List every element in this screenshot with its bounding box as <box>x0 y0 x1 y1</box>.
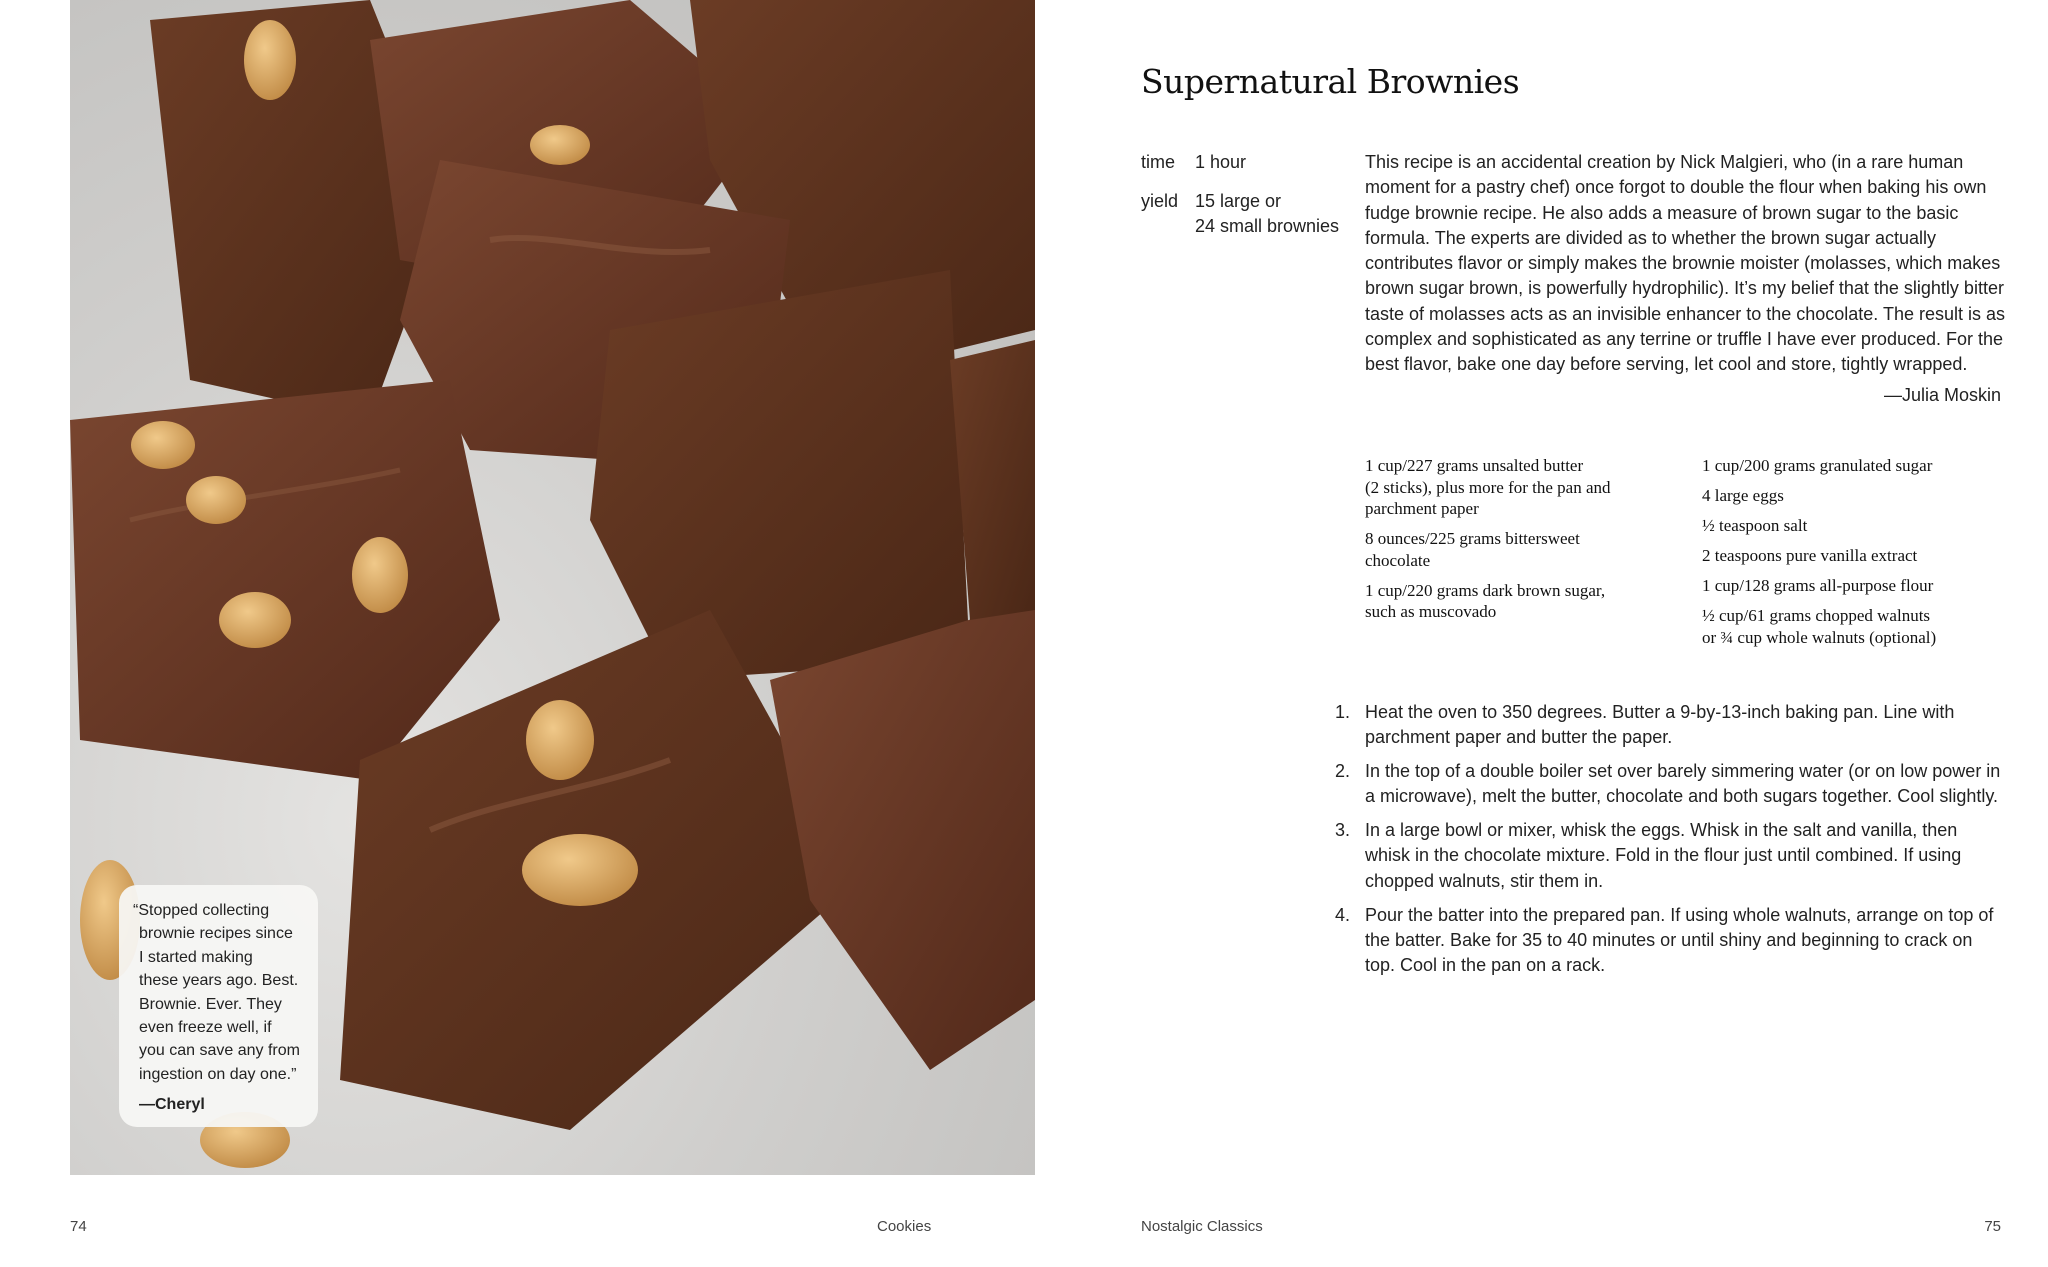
walnut <box>219 592 291 648</box>
recipe-step <box>1335 818 2005 894</box>
ingredient-item: ½ cup/61 grams chopped walnuts or ¾ cup whole walnuts (optional) <box>1702 606 1937 647</box>
time-value: 1 hour <box>1195 152 1247 172</box>
ingredients-column-right <box>1702 455 2012 657</box>
ingredient-item: 1 cup/220 grams dark brown sugar, such as muscovado <box>1365 580 1606 621</box>
walnut <box>186 476 246 524</box>
ingredient-item: 8 ounces/225 grams bittersweet chocolate <box>1365 529 1580 570</box>
ingredient-item: 1 cup/200 grams granulated sugar <box>1702 456 1933 475</box>
ingredient-item: 4 large eggs <box>1702 486 1784 505</box>
walnut <box>522 834 638 906</box>
recipe-intro: This recipe is an accidental creation by Nick Malgieri, who (in a rare human moment for a pastry chef) once forgot to double the flour when baking his own fudge brownie recipe. He also adds a measure of brown sugar to the basic formula. The experts are divided as to whether the brown sugar actually contributes flavor or simply makes the brownie moister (molasses, which makes brown sugar brown, is powerfully hydrophilic). It’s my belief that the slightly bitter taste of molasses acts as an invisible enhancer to the chocolate. The result is as complex and sophisticated as any terrine or truffle I have ever produced. For the best flavor, bake one day before serving, let cool and store, tightly wrapped. <box>1365 152 2006 375</box>
walnut <box>244 20 296 100</box>
recipe-step <box>1335 903 2005 979</box>
yield-label: yield <box>1141 191 1179 211</box>
reader-quote-text: “Stopped collecting brownie recipes since I started making these years ago. Best. Brownie. Ever. They even freeze well, if you can save any from ingestion on day one.” <box>133 902 300 1083</box>
step-text: In a large bowl or mixer, whisk the eggs. Whisk in the salt and vanilla, then whisk in the chocolate mixture. Fold in the flour just until combined. If using chopped walnuts, stir them in. <box>1365 820 1962 891</box>
recipe-steps <box>1335 700 2005 987</box>
walnut <box>352 537 408 613</box>
ingredient-item: 1 cup/128 grams all-purpose flour <box>1702 576 1934 595</box>
walnut <box>530 125 590 165</box>
walnut <box>526 700 594 780</box>
step-number: 3. <box>1335 820 1351 841</box>
step-text: Heat the oven to 350 degrees. Butter a 9-by-13-inch baking pan. Line with parchment paper and butter the paper. <box>1365 702 1955 748</box>
ingredient-item: 1 cup/227 grams unsalted butter (2 sticks), plus more for the pan and parchment paper <box>1365 456 1611 518</box>
yield-value: 15 large or 24 small brownies <box>1195 191 1340 236</box>
ingredients-column-left <box>1365 455 1675 631</box>
step-number: 1. <box>1335 702 1351 722</box>
step-number: 2. <box>1335 761 1351 782</box>
recipe-title: Supernatural Brownies <box>1141 62 1520 101</box>
reader-quote-author: —Cheryl <box>139 1096 205 1114</box>
left-page-number: 74 <box>70 1218 87 1235</box>
walnut <box>131 421 195 469</box>
ingredient-item: ½ teaspoon salt <box>1702 516 1808 535</box>
recipe-attribution: —Julia Moskin <box>1883 385 2001 405</box>
ingredient-item: 2 teaspoons pure vanilla extract <box>1702 546 1918 565</box>
right-section-name: Nostalgic Classics <box>1141 1218 1263 1235</box>
right-page-number: 75 <box>1984 1218 2001 1235</box>
reader-quote-card <box>119 885 318 1127</box>
time-label: time <box>1141 152 1176 172</box>
brownie-piece <box>590 270 970 680</box>
recipe-step <box>1335 700 2005 751</box>
step-text: In the top of a double boiler set over barely simmering water (or on low power in a microwave), melt the butter, chocolate and both sugars together. Cool slightly. <box>1365 761 2001 807</box>
recipe-step <box>1335 759 2005 810</box>
brownie-piece <box>770 600 1035 1070</box>
left-section-name: Cookies <box>877 1218 932 1235</box>
step-text: Pour the batter into the prepared pan. If using whole walnuts, arrange on top of the batter. Bake for 35 to 40 minutes or until shiny and beginning to crack on top. Cool in the pan on a rack. <box>1365 904 1994 976</box>
step-number: 4. <box>1335 904 1351 925</box>
